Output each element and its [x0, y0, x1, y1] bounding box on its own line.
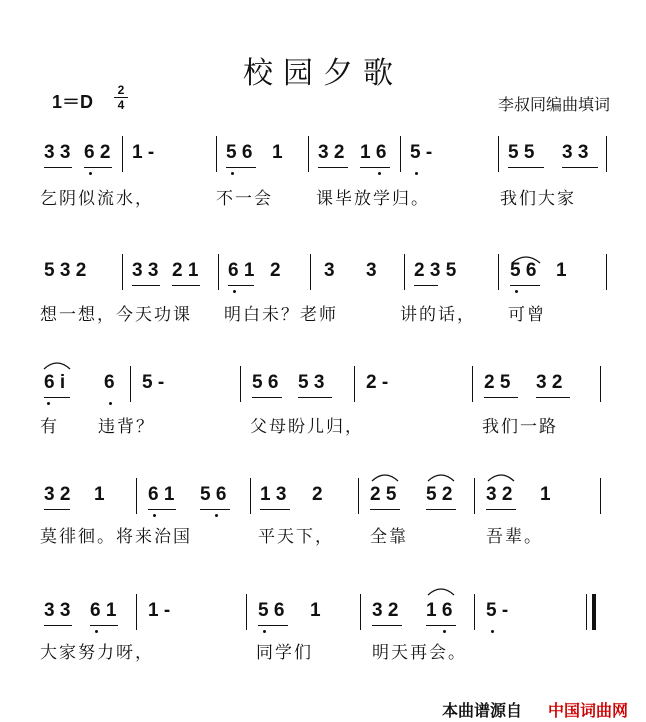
slur-mark	[370, 472, 400, 482]
lyric-phrase: 违背？	[98, 417, 155, 437]
note-group: 5 6	[252, 372, 279, 393]
note-group: 1	[540, 484, 551, 505]
note-group: 5 -	[486, 600, 509, 621]
note-group: 5 6	[200, 484, 227, 505]
site-link[interactable]: 中国词曲网	[548, 701, 629, 720]
note-group: 5 6	[226, 142, 253, 163]
lyric-phrase: 乞阴似流水，	[40, 189, 154, 209]
lyric-line-3	[0, 412, 646, 438]
notation-line-5	[0, 594, 646, 634]
lyric-line-1	[0, 184, 646, 210]
song-title: 校园夕歌	[243, 56, 403, 91]
slur-mark	[426, 586, 456, 596]
lyric-phrase: 明天再会。	[372, 643, 467, 663]
note-group: 6 1	[148, 484, 175, 505]
time-signature	[114, 84, 128, 111]
note-group: 5 -	[410, 142, 433, 163]
lyric-phrase: 同学们	[256, 643, 313, 663]
note-group: 2	[270, 260, 281, 281]
note-group: 6 1	[228, 260, 255, 281]
notation-line-2	[0, 254, 646, 294]
lyric-phrase: 有	[40, 417, 59, 437]
lyric-phrase: 不一会	[216, 189, 273, 209]
note-group: 3	[324, 260, 335, 281]
note-group: 5 3	[298, 372, 325, 393]
key-signature: 1＝D	[52, 92, 94, 112]
lyric-phrase: 明白未？老师	[224, 305, 338, 325]
lyric-phrase: 全靠	[370, 527, 408, 547]
note-group: 1 6	[360, 142, 387, 163]
note-group: 2 -	[366, 372, 389, 393]
note-group: 1 6	[426, 600, 453, 621]
note-group: 2 5	[370, 484, 397, 505]
note-group: 1	[272, 142, 283, 163]
lyric-line-4	[0, 522, 646, 548]
lyric-phrase: 我们一路	[482, 417, 558, 437]
lyric-line-5	[0, 638, 646, 664]
time-signature-bottom: 4	[117, 98, 125, 112]
note-group: 1	[310, 600, 321, 621]
lyric-phrase: 想一想，今天功课	[40, 305, 192, 325]
lyric-phrase: 平天下，	[258, 527, 334, 547]
note-group: 5 6	[258, 600, 285, 621]
notation-line-4	[0, 478, 646, 518]
note-group: 2 1	[172, 260, 199, 281]
note-group: 3 2	[44, 484, 71, 505]
note-group: 1	[556, 260, 567, 281]
lyric-line-2	[0, 300, 646, 326]
note-group: 6 2	[84, 142, 111, 163]
lyric-phrase: 课毕放学归。	[316, 189, 430, 209]
lyric-phrase: 莫徘徊。将来治国	[40, 527, 192, 547]
note-group: 3 3	[44, 600, 71, 621]
note-group: 3 2	[372, 600, 399, 621]
note-group: 5 -	[142, 372, 165, 393]
slur-mark	[510, 254, 542, 264]
note-group: 6 1	[90, 600, 117, 621]
lyric-phrase: 父母盼儿归，	[250, 417, 364, 437]
note-group: 1 3	[260, 484, 287, 505]
time-signature-top: 2	[117, 83, 125, 97]
note-group: 5 6	[510, 260, 537, 281]
composer-credit: 李叔同编曲填词	[497, 95, 610, 114]
lyric-phrase: 我们大家	[500, 189, 576, 209]
note-group: 2	[312, 484, 323, 505]
note-group: 3 2	[536, 372, 563, 393]
source-label: 本曲谱源自	[442, 701, 523, 720]
lyric-phrase: 吾辈。	[486, 527, 543, 547]
note-group: 1	[94, 484, 105, 505]
note-group: 6	[104, 372, 115, 393]
note-group: 3	[366, 260, 377, 281]
note-group: 3 3	[132, 260, 159, 281]
lyric-phrase: 讲的话，	[400, 305, 476, 325]
notation-line-1	[0, 136, 646, 176]
note-group: 6 i	[44, 372, 66, 393]
note-group: 3 2	[318, 142, 345, 163]
note-group: 2 5	[484, 372, 511, 393]
note-group: 3 3	[44, 142, 71, 163]
note-group: 3 2	[486, 484, 513, 505]
slur-mark	[486, 472, 516, 482]
lyric-phrase: 大家努力呀，	[40, 643, 154, 663]
note-group: 5 2	[426, 484, 453, 505]
note-group: 5 3 2	[44, 260, 87, 281]
lyric-phrase: 可曾	[508, 305, 546, 325]
note-group: 5 5	[508, 142, 535, 163]
slur-mark	[42, 360, 72, 370]
notation-line-3	[0, 366, 646, 406]
slur-mark	[426, 472, 456, 482]
note-group: 2 3 5	[414, 260, 457, 281]
note-group: 3 3	[562, 142, 589, 163]
note-group: 1 -	[132, 142, 155, 163]
note-group: 1 -	[148, 600, 171, 621]
